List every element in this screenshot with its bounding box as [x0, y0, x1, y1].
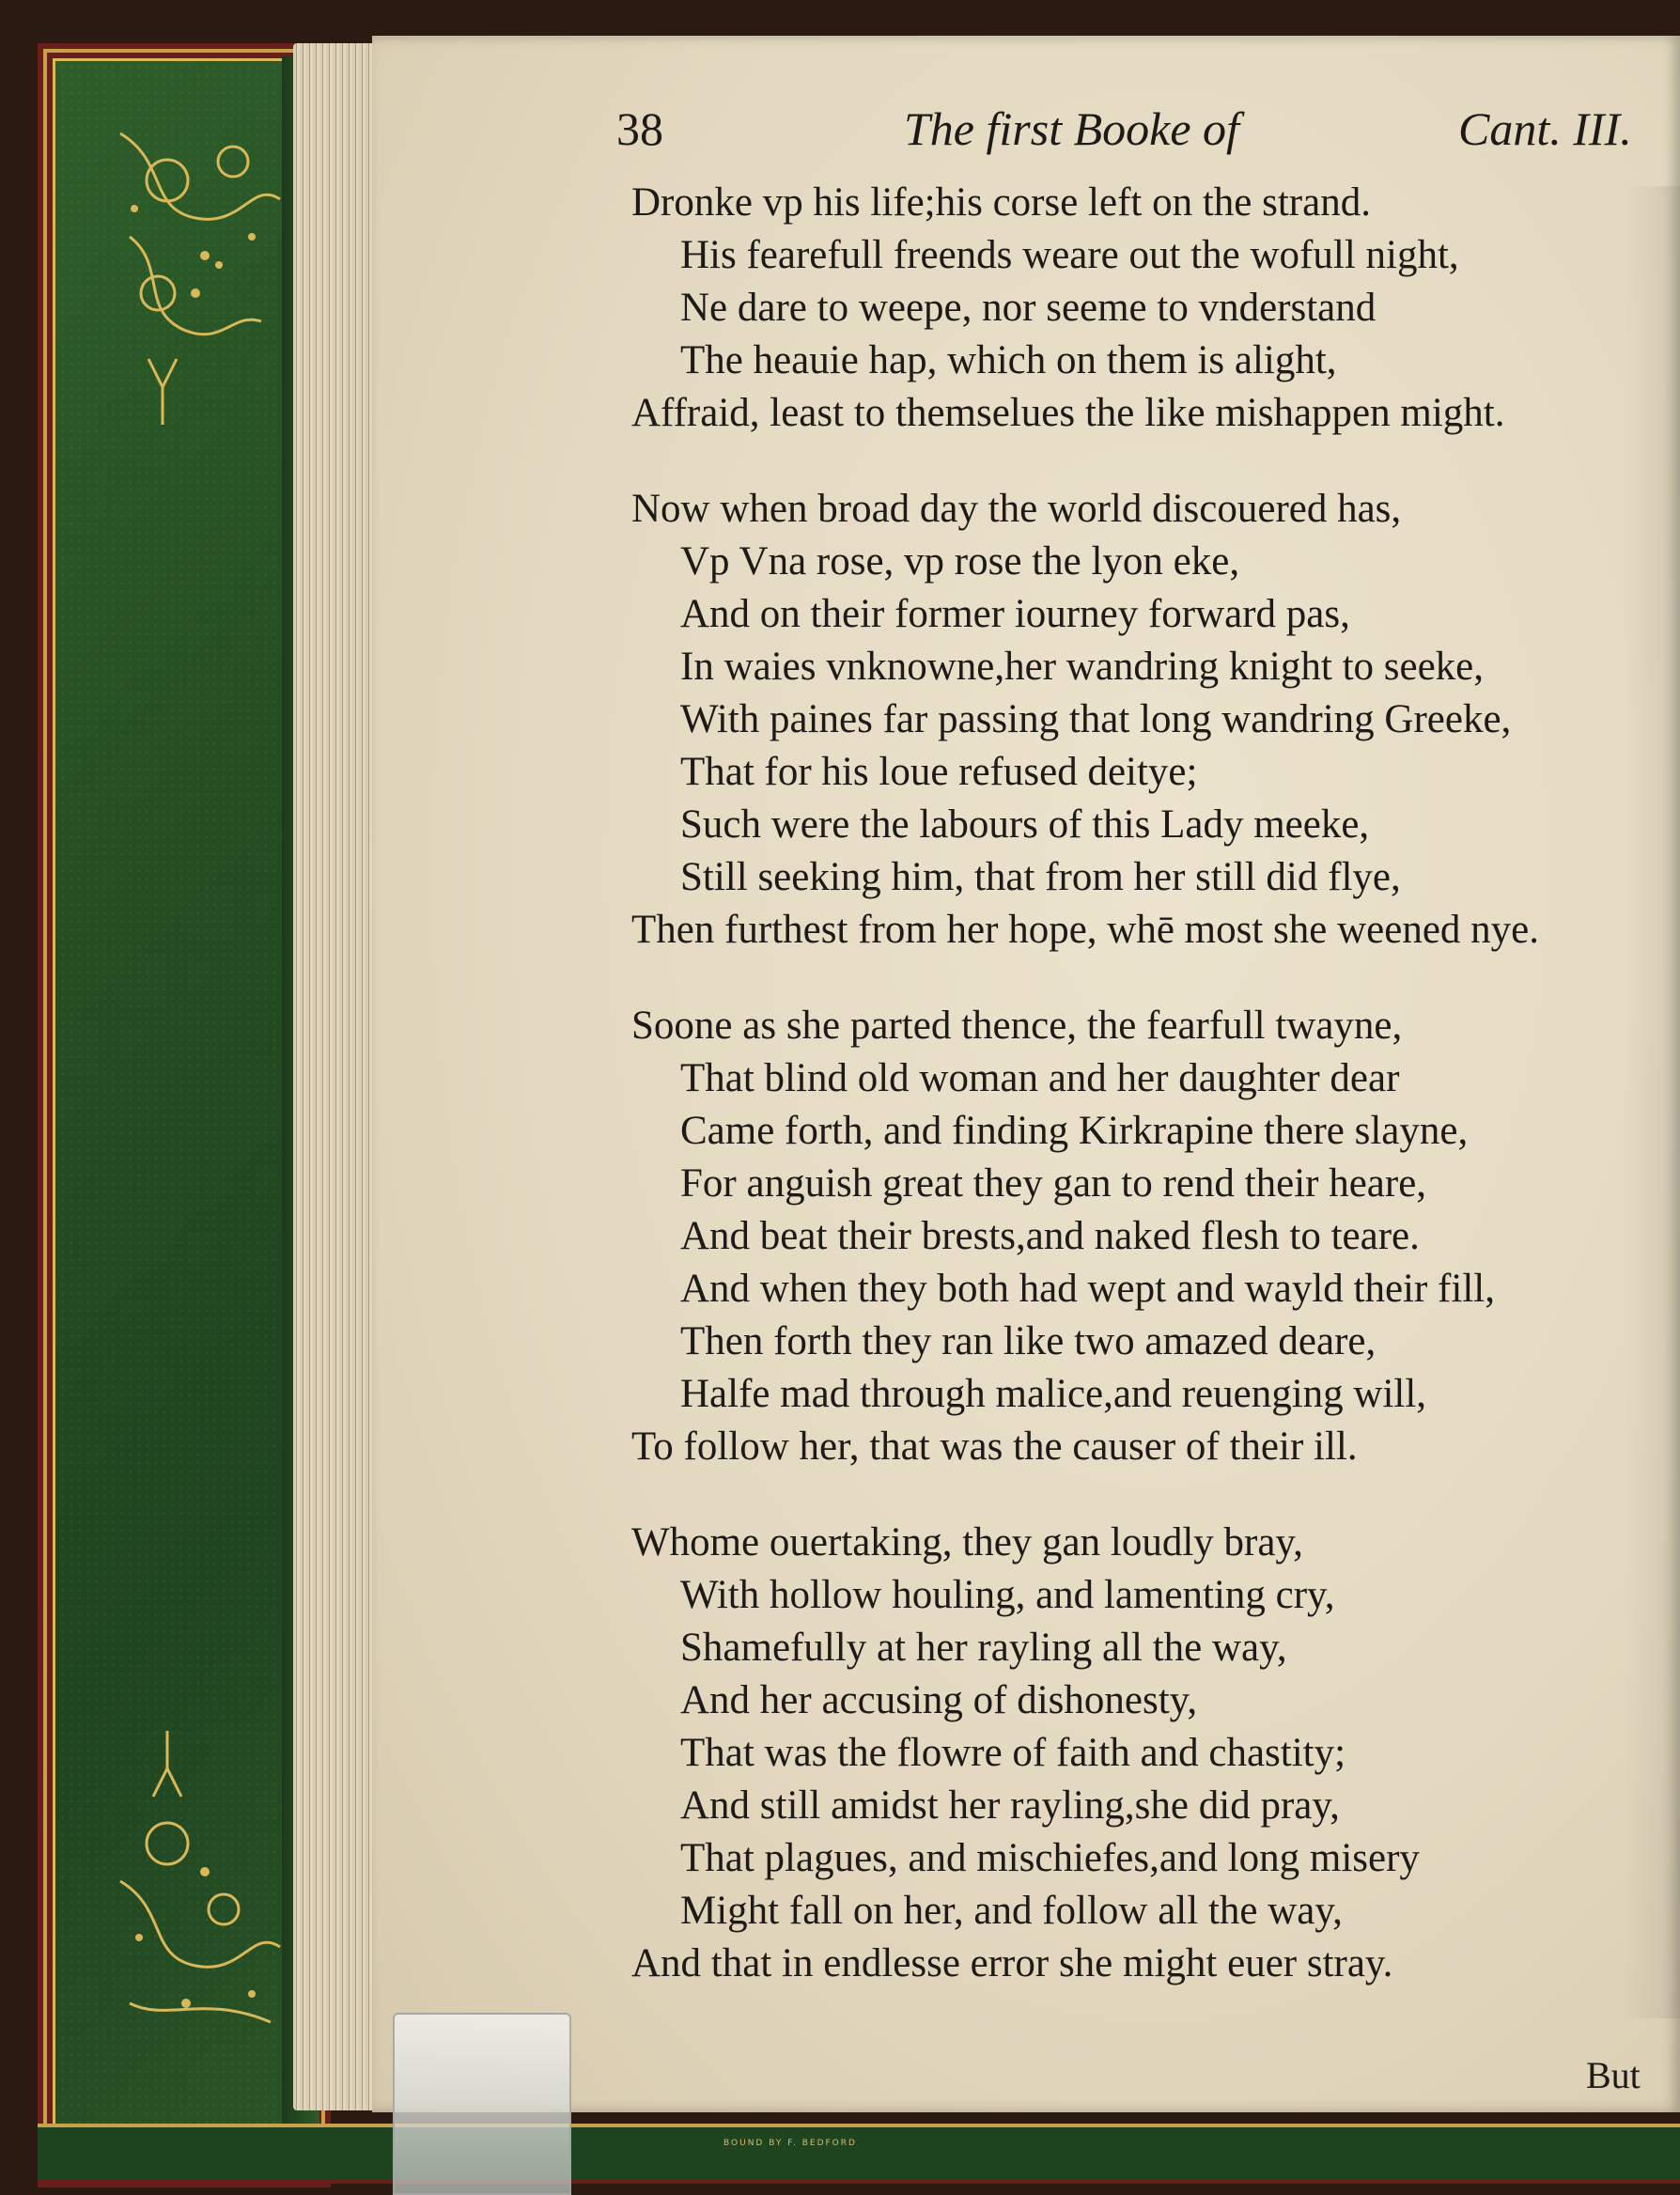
verse-line: That blind old woman and her daughter dear	[680, 1056, 1400, 1100]
page-number: 38	[616, 102, 663, 155]
verse-line: Halfe mad through malice,and reuenging will,	[680, 1372, 1427, 1416]
text-column	[616, 101, 1680, 2033]
verse-line: And beat their brests,and naked flesh to teare.	[680, 1214, 1420, 1258]
verse-line: To follow her, that was the causer of their ill.	[631, 1424, 1358, 1469]
catchword: But	[1586, 2054, 1641, 2096]
canto-label: Cant. III.	[1458, 102, 1632, 155]
stanza	[631, 1517, 1680, 1990]
verse-line: Such were the labours of this Lady meeke,	[680, 802, 1370, 847]
page-weight	[393, 2013, 571, 2195]
cover-bottom-edge	[38, 2124, 1680, 2184]
verse-line: And on their former iourney forward pas,	[680, 592, 1350, 636]
verse-line: Ne dare to weepe, nor seeme to vnderstand	[680, 286, 1377, 330]
verse-line: With hollow houling, and lamenting cry,	[680, 1573, 1335, 1617]
page-edges	[293, 43, 378, 2110]
verse-line: And still amidst her rayling,she did pray,	[680, 1783, 1340, 1828]
verse-line: Dronke vp his life;his corse left on the strand.	[631, 180, 1371, 225]
verse-line: For anguish great they gan to rend their heare,	[680, 1161, 1427, 1206]
verse-line: In waies vnknowne,her wandring knight to seeke,	[680, 645, 1485, 689]
verse-line: Affraid, least to themselues the like mishappen might.	[631, 391, 1505, 435]
verse-line: Whome ouertaking, they gan loudly bray,	[631, 1520, 1303, 1565]
gilt-corner-ornament	[111, 1721, 289, 2032]
verse-line: And her accusing of dishonesty,	[680, 1678, 1198, 1722]
verse-line: That plagues, and mischiefes,and long misery	[680, 1836, 1420, 1880]
verse-line: Came forth, and finding Kirkrapine there slayne,	[680, 1109, 1469, 1153]
stanza	[631, 1000, 1680, 1473]
verse-line: Vp Vna rose, vp rose the lyon eke,	[680, 539, 1240, 584]
verse-line: Then forth they ran like two amazed deare,	[680, 1319, 1377, 1363]
poem-body	[631, 177, 1680, 1990]
verse-line: Might fall on her, and follow all the way,	[680, 1889, 1343, 1933]
verse-line: Now when broad day the world discouered has,	[631, 487, 1402, 531]
verse-line: With paines far passing that long wandring Greeke,	[680, 697, 1512, 741]
book-page	[372, 36, 1680, 2112]
running-title: The first Booke of	[904, 102, 1239, 155]
verse-line: His fearefull freends weare out the wofull night,	[680, 233, 1459, 277]
verse-line: Shamefully at her rayling all the way,	[680, 1626, 1287, 1670]
binder-stamp: BOUND BY F. BEDFORD	[723, 2139, 857, 2148]
verse-line: That for his loue refused deitye;	[680, 750, 1198, 794]
stanza	[631, 177, 1680, 440]
verse-line: That was the flowre of faith and chastity;	[680, 1731, 1346, 1775]
verse-line: And that in endlesse error she might euer stray.	[631, 1941, 1393, 1985]
gilt-corner-ornament	[111, 124, 289, 434]
verse-line: Soone as she parted thence, the fearfull twayne,	[631, 1004, 1403, 1048]
verse-line: And when they both had wept and wayld their fill,	[680, 1267, 1495, 1311]
verse-line: Still seeking him, that from her still did flye,	[680, 855, 1401, 899]
verse-line: The heauie hap, which on them is alight,	[680, 338, 1337, 382]
stanza	[631, 483, 1680, 957]
verse-line: Then furthest from her hope, whē most she weened nye.	[631, 908, 1540, 952]
running-head	[616, 101, 1680, 177]
